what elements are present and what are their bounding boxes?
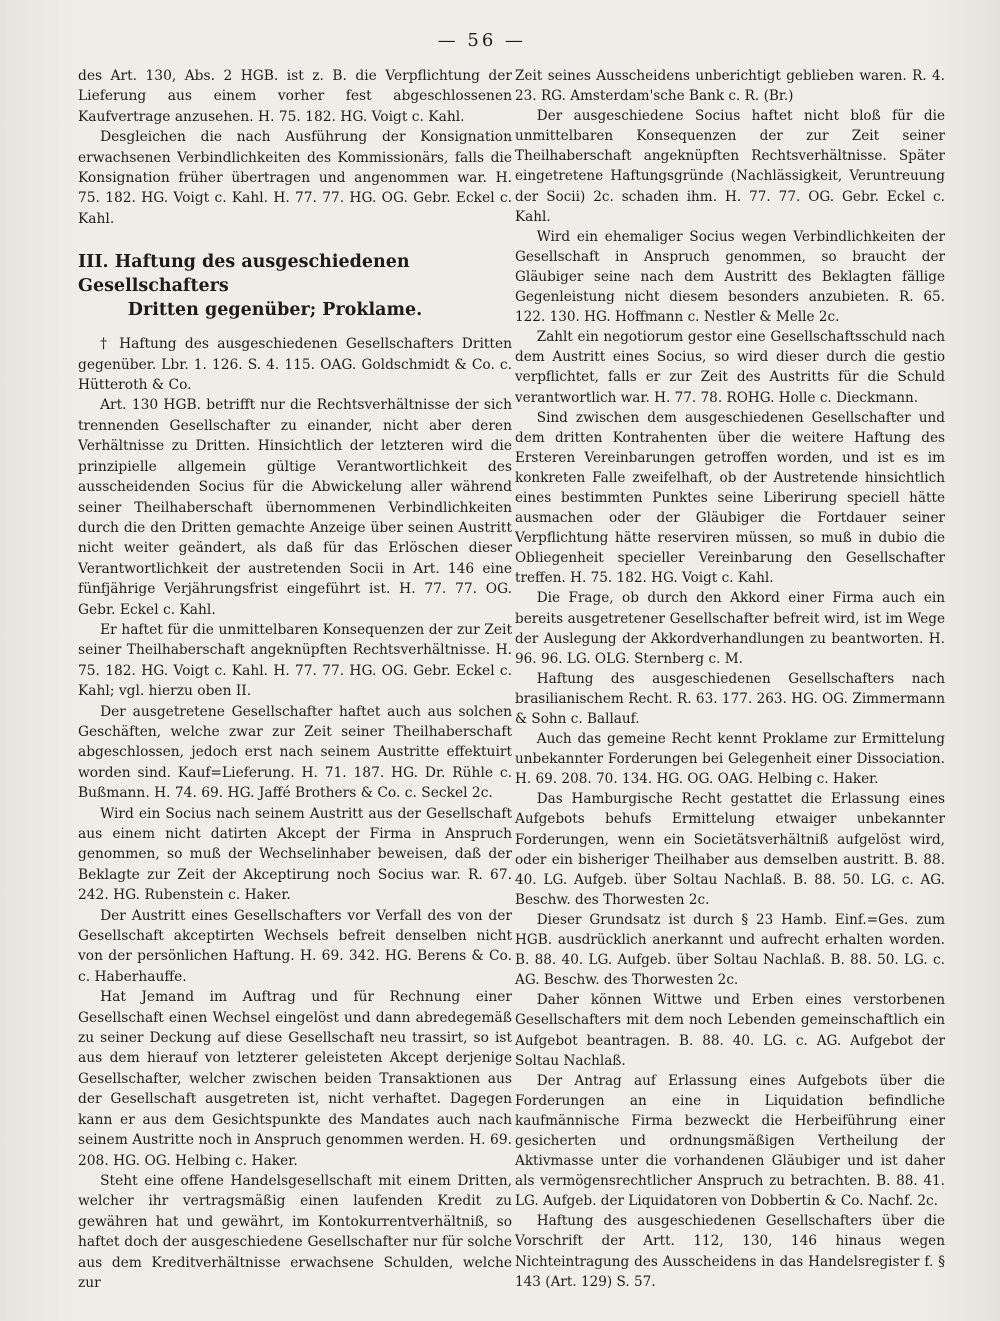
paragraph: Haftung des ausgeschiedenen Gesellschafters nach brasilianischem Recht. R. 63. 177. 263. HG. OG. Zimmermann & Sohn c. Ballauf. — [515, 670, 945, 727]
paragraph: Der ausgeschiedene Socius haftet nicht bloß für die unmittelbaren Konsequenzen der zur Zeit seiner Theilhaberschaft angeknüpften Rechtsverhältnisse. Später eingetretene Haftungsgründe (Nachlässigkeit, Veruntreuung der Socii) 2c. schaden ihm. H. 77. 77. OG. Gebr. Eckel c. Kahl. — [515, 108, 945, 225]
paragraph: Sind zwischen dem ausgeschiedenen Gesellschafter und dem dritten Kontrahenten über die weitere Haftung des Ersteren Vereinbarungen getroffen worden, und ist es im konkreten Falle zweifelhaft, ob der Austretende hinsichtlich eines bestimmten Punktes seine Liberirung speciell hätte ausmachen oder der Gläubiger die Fortdauer seiner Verpflichtung hätte reserviren müssen, so muß in dubio die Obliegenheit specieller Vereinbarung den Gesellschafter treffen. H. 75. 182. HG. Voigt c. Kahl. — [515, 409, 945, 587]
paragraph: Das Hamburgische Recht gestattet die Erlassung eines Aufgebots behufs Ermittelung etwaiger unbekannter Forderungen, wenn ein Societätsverhältniß aufgelöst wird, oder ein bisheriger Theilhaber aus demselben austritt. B. 88. 40. LG. Aufgeb. über Soltau Nachlaß. B. 88. 50. LG. c. AG. Beschw. des Thorwesten 2c. — [515, 791, 945, 908]
paragraph: Auch das gemeine Recht kennt Proklame zur Ermittelung unbekannter Forderungen bei Gelegenheit einer Dissociation. H. 69. 208. 70. 134. HG. OG. OAG. Helbing c. Haker. — [515, 731, 945, 788]
section-heading — [78, 250, 512, 322]
paragraph: Zeit seines Ausscheidens unberichtigt geblieben waren. R. 4. 23. RG. Amsterdam'sche Bank c. R. (Br.) — [515, 68, 945, 105]
paragraph: Der ausgetretene Gesellschafter haftet auch aus solchen Geschäften, welche zwar zur Zeit seiner Theilhaberschaft abgeschlossen, jedoch erst nach seinem Austritte effektuirt worden sind. Kauf=Lieferung. H. 71. 187. HG. Dr. Rühle c. Bußmann. H. 74. 69. HG. Jaffé Brothers & Co. c. Seckel 2c. — [78, 703, 512, 802]
paragraph: Haftung des ausgeschiedenen Gesellschafters über die Vorschrift der Artt. 112, 130, 146 hinaus wegen Nichteintragung des Ausscheidens in das Handelsregister f. § 143 (Art. 129) S. 57. — [515, 1213, 945, 1290]
paragraph: Wird ein ehemaliger Socius wegen Verbindlichkeiten der Gesellschaft in Anspruch genommen, so braucht der Gläubiger seine nach dem Austritt des Beklagten fällige Gegenleistung nicht diesem besonders anzubieten. R. 65. 122. 130. HG. Hoffmann c. Nestler & Melle 2c. — [515, 228, 945, 326]
section-heading-line1: III. Haftung des ausgeschiedenen Gesellschafters — [78, 252, 410, 297]
paragraph: † Haftung des ausgeschiedenen Gesellschafters Dritten gegenüber. Lbr. 1. 126. S. 4. 115. OAG. Goldschmidt & Co. c. Hütteroth & Co. — [78, 336, 512, 394]
paragraph: Wird ein Socius nach seinem Austritt aus der Gesellschaft aus einem nicht datirten Akcept der Firma in Anspruch genommen, so muß der Wechselinhaber beweisen, daß der Beklagte zur Zeit der Akceptirung noch Socius war. R. 67. 242. HG. Rubenstein c. Haker. — [78, 805, 512, 904]
paragraph: Hat Jemand im Auftrag und für Rechnung einer Gesellschaft einen Wechsel eingelöst und dann abredegemäß zu seiner Deckung auf diese Gesellschaft neu trassirt, so ist aus dem hierauf von letzterer geleisteten Akcept derjenige Gesellschafter, welcher zwischen beiden Transaktionen aus der Gesellschaft ausgetreten ist, nicht verhaftet. Dagegen kann er aus dem Gesichtspunkte des Mandates auch nach seinem Austritte noch in Anspruch genommen werden. H. 69. 208. HG. OG. Helbing c. Haker. — [78, 989, 512, 1169]
paragraph: Er haftet für die unmittelbaren Konsequenzen der zur Zeit seiner Theilhaberschaft angeknüpften Rechtsverhältnisse. H. 75. 182. HG. Voigt c. Kahl. H. 77. 77. HG. OG. Gebr. Eckel c. Kahl; vgl. hierzu oben II. — [78, 621, 512, 700]
right-column — [515, 66, 945, 1292]
paragraph: Der Antrag auf Erlassung eines Aufgebots über die Forderungen an eine in Liquidation befindliche kaufmännische Firma bezweckt die Herbeiführung einer gesicherten und ordnungsmäßigen Vertheilung der Aktivmasse unter die vorhandenen Gläubiger und ist daher als vermögensrechtlicher Anspruch zu betrachten. B. 88. 41. LG. Aufgeb. der Liquidatoren von Dobbertin & Co. Nachf. 2c. — [515, 1072, 945, 1210]
paragraph: Steht eine offene Handelsgesellschaft mit einem Dritten, welcher ihr vertragsmäßig einen laufenden Kredit zu gewähren hat und gewährt, im Kontokurrentverhältniß, so haftet doch der ausgeschiedene Gesellschafter nur für solche aus dem Kreditverhältnisse erwachsene Schulden, welche zur — [78, 1172, 512, 1291]
left-column — [78, 66, 512, 1293]
paragraph: Der Austritt eines Gesellschafters vor Verfall des von der Gesellschaft akceptirten Wechsels befreit denselben nicht von der persönlichen Haftung. H. 69. 342. HG. Berens & Co. c. Haberhauffe. — [78, 907, 512, 985]
paragraph: Art. 130 HGB. betrifft nur die Rechtsverhältnisse der sich trennenden Gesellschafter zu einander, nicht aber deren Verhältnisse zu Dritten. Hinsichtlich der letzteren wird die prinzipielle allgemein gültige Verantwortlichkeit des ausscheidenden Socius für die Abwickelung aller während seiner Theilhaberschaft übernommenen Verbindlichkeiten durch die den Dritten gemachte Anzeige über seinen Austritt nicht weiter geändert, als daß für das Erlöschen dieser Verantwortlichkeit der austretenden Socii in Art. 146 eine fünfjährige Verjährungsfrist eingeführt ist. H. 77. 77. OG. Gebr. Eckel c. Kahl. — [78, 397, 512, 618]
paragraph: Dieser Grundsatz ist durch § 23 Hamb. Einf.=Ges. zum HGB. ausdrücklich anerkannt und aufrecht erhalten worden. B. 88. 40. LG. Aufgeb. über Soltau Nachlaß. B. 88. 50. LG. c. AG. Beschw. des Thorwesten 2c. — [515, 911, 945, 989]
paragraph: Desgleichen die nach Ausführung der Konsignation erwachsenen Verbindlichkeiten des Kommissionärs, falls die Konsignation früher übertragen und angenommen war. H. 75. 182. HG. Voigt c. Kahl. H. 77. 77. HG. OG. Gebr. Eckel c. Kahl. — [78, 129, 512, 227]
page-number: — 56 — — [437, 30, 526, 51]
paragraph: Die Frage, ob durch den Akkord einer Firma auch ein bereits ausgetretener Gesellschafter befreit wird, ist im Wege der Auslegung der Akkordverhandlungen zu beantworten. H. 96. 96. LG. OLG. Sternberg c. M. — [515, 590, 945, 667]
paragraph: Daher können Wittwe und Erben eines verstorbenen Gesellschafters mit dem noch Lebenden gemeinschaftlich ein Aufgebot beantragen. B. 88. 40. LG. c. AG. Aufgebot der Soltau Nachlaß. — [515, 992, 945, 1069]
section-heading-line2: Dritten gegenüber; Proklame. — [127, 300, 423, 321]
paragraph: des Art. 130, Abs. 2 HGB. ist z. B. die Verpflichtung der Lieferung aus einem vorher fest abgeschlossenen Kaufvertrage anzusehen. H. 75. 182. HG. Voigt c. Kahl. — [78, 68, 512, 125]
paragraph: Zahlt ein negotiorum gestor eine Gesellschaftsschuld nach dem Austritt eines Socius, so wird dieser durch die gestio verpflichtet, falls er zur Zeit des Austritts für die Schuld verantwortlich war. H. 77. 78. ROHG. Holle c. Dieckmann. — [515, 329, 945, 406]
